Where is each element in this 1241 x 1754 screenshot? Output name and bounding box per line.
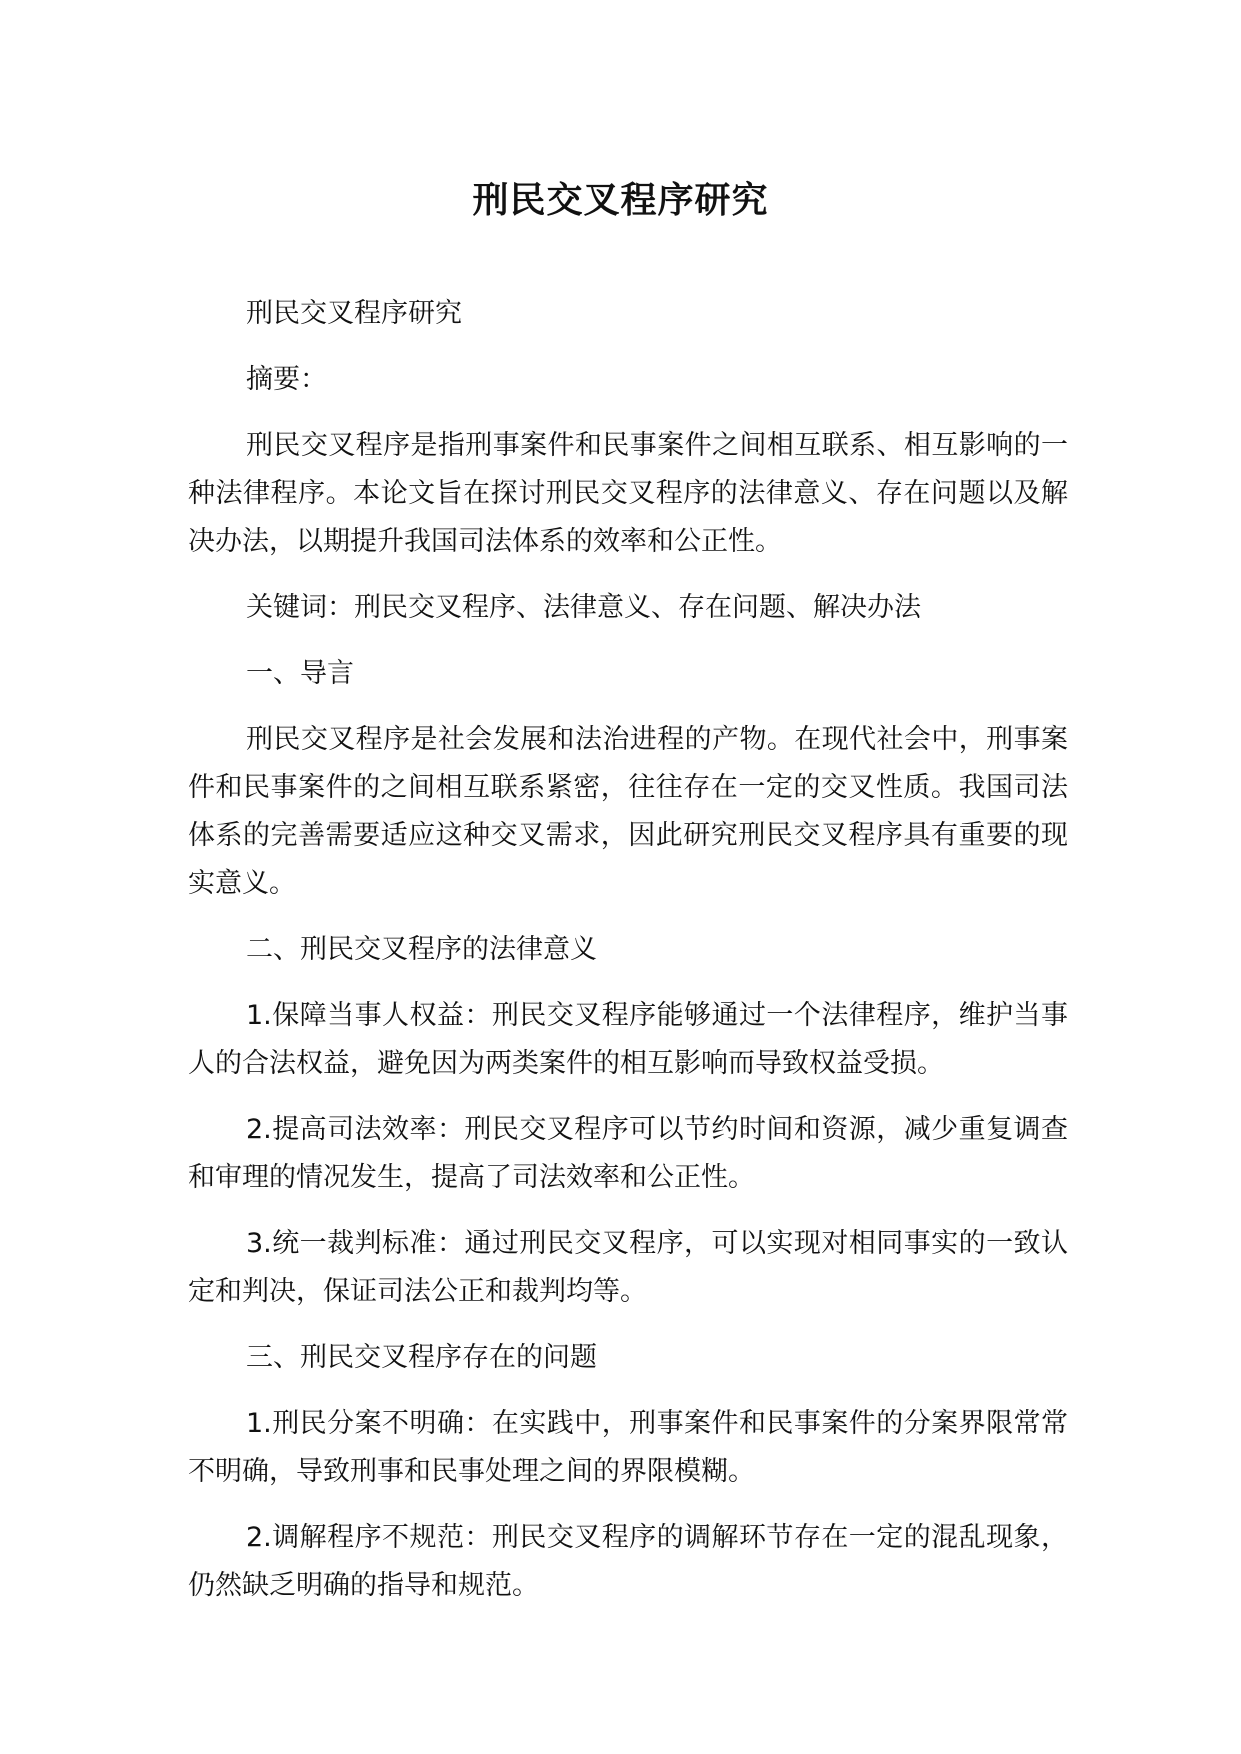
list-item-problem-2: 2.调解程序不规范：刑民交叉程序的调解环节存在一定的混乱现象，仍然缺乏明确的指导和规范。 bbox=[188, 1522, 1068, 1601]
paragraph-subtitle: 刑民交叉程序研究 bbox=[246, 298, 462, 329]
document-title: 刑民交叉程序研究 bbox=[472, 180, 769, 221]
list-item-significance-1: 1.保障当事人权益：刑民交叉程序能够通过一个法律程序，维护当事人的合法权益，避免因为两类案件的相互影响而导致权益受损。 bbox=[188, 1000, 1068, 1079]
paragraph-abstract-heading: 摘要： bbox=[246, 364, 327, 395]
list-item-problem-1: 1.刑民分案不明确：在实践中，刑事案件和民事案件的分案界限常常不明确，导致刑事和民事处理之间的界限模糊。 bbox=[188, 1408, 1068, 1487]
section-heading-legal-significance: 二、刑民交叉程序的法律意义 bbox=[246, 934, 597, 965]
paragraph-introduction: 刑民交叉程序是社会发展和法治进程的产物。在现代社会中，刑事案件和民事案件的之间相互联系紧密，往往存在一定的交叉性质。我国司法体系的完善需要适应这种交叉需求，因此研究刑民交叉程序具有重要的现实意义。 bbox=[188, 724, 1068, 899]
list-item-significance-3: 3.统一裁判标准：通过刑民交叉程序，可以实现对相同事实的一致认定和判决，保证司法公正和裁判均等。 bbox=[188, 1228, 1068, 1307]
paragraph-keywords: 关键词：刑民交叉程序、法律意义、存在问题、解决办法 bbox=[246, 592, 921, 623]
paragraph-abstract: 刑民交叉程序是指刑事案件和民事案件之间相互联系、相互影响的一种法律程序。本论文旨在探讨刑民交叉程序的法律意义、存在问题以及解决办法，以期提升我国司法体系的效率和公正性。 bbox=[188, 430, 1068, 557]
document-body bbox=[188, 290, 1068, 1628]
list-item-significance-2: 2.提高司法效率：刑民交叉程序可以节约时间和资源，减少重复调查和审理的情况发生，提高了司法效率和公正性。 bbox=[188, 1114, 1068, 1193]
section-heading-introduction: 一、导言 bbox=[246, 658, 354, 689]
section-heading-problems: 三、刑民交叉程序存在的问题 bbox=[246, 1342, 597, 1373]
